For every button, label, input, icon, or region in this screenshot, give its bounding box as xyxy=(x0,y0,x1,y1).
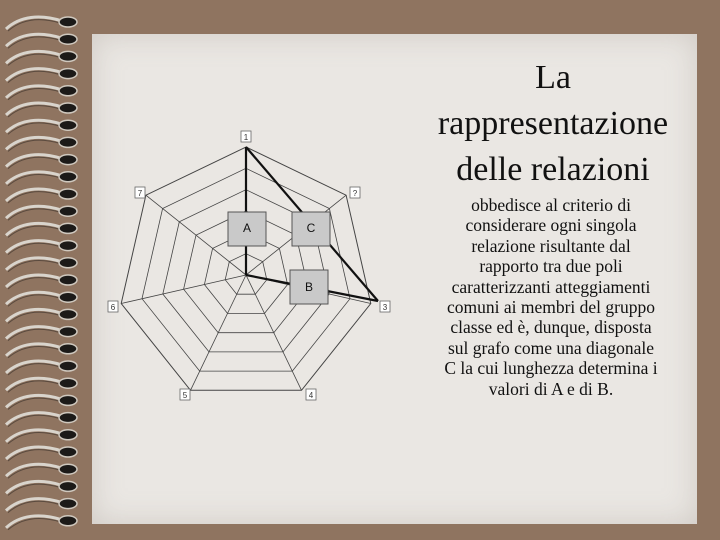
title-line-1: La xyxy=(535,59,571,96)
spiral-hole xyxy=(59,86,77,96)
spiral-hole xyxy=(59,292,77,302)
axis-label-5 xyxy=(180,389,190,400)
spiral-wire xyxy=(6,103,62,115)
axis-label-4-text: 4 xyxy=(308,391,314,400)
spiral-wire xyxy=(6,292,62,304)
spiral-hole xyxy=(59,430,77,440)
spiral-hole xyxy=(59,69,77,79)
spiral-hole xyxy=(59,17,77,27)
axis-label-1-text: 1 xyxy=(243,133,249,142)
body-line: C la cui lunghezza determina i xyxy=(444,358,658,379)
slide-title xyxy=(418,55,688,193)
axis-label-4 xyxy=(306,389,316,400)
body-line: rapporto tra due poli xyxy=(479,256,623,277)
box-c-label: C xyxy=(306,221,316,235)
spiral-wire xyxy=(6,241,62,253)
spiral-hole xyxy=(59,447,77,457)
spiral-wire xyxy=(6,481,62,493)
body-line: relazione risultante dal xyxy=(471,235,631,256)
spiral-hole xyxy=(59,361,77,371)
spiral-wire xyxy=(6,34,62,46)
body-line: considerare ogni singola xyxy=(465,215,637,236)
box-a-label: A xyxy=(242,221,252,235)
spiral-hole xyxy=(59,189,77,199)
spiral-hole xyxy=(59,241,77,251)
axis-label-1 xyxy=(241,131,251,142)
spiral-wire xyxy=(6,327,62,339)
axis-label-6-text: 6 xyxy=(110,303,116,312)
spiral-wire xyxy=(6,120,62,132)
spiral-hole xyxy=(59,51,77,61)
spiral-hole xyxy=(59,120,77,130)
spiral-wire xyxy=(6,413,62,425)
spiral-wire xyxy=(6,206,62,218)
spiral-wire xyxy=(6,464,62,476)
spiral-hole xyxy=(59,309,77,319)
body-line: valori di A e di B. xyxy=(488,378,614,399)
spiral-hole xyxy=(59,464,77,474)
title-line-3: delle relazioni xyxy=(456,151,650,188)
spiral-hole xyxy=(59,34,77,44)
spiral-hole xyxy=(59,275,77,285)
spiral-wire xyxy=(6,344,62,356)
body-line: obbedisce al criterio di xyxy=(471,195,631,215)
body-line: sul grafo come una diagonale xyxy=(447,337,655,358)
axis-label-3 xyxy=(380,301,390,312)
spiral-wire xyxy=(6,223,62,235)
box-c xyxy=(292,212,330,246)
spiral-hole xyxy=(59,516,77,526)
spiral-wire xyxy=(6,69,62,81)
spiral-wire xyxy=(6,275,62,287)
slide-body-text xyxy=(420,195,682,399)
body-line: caratterizzanti atteggiamenti xyxy=(451,276,651,297)
spiral-wire xyxy=(6,258,62,270)
box-a xyxy=(228,212,266,246)
spiral-hole xyxy=(59,378,77,388)
spiral-hole xyxy=(59,258,77,268)
box-b-label: B xyxy=(304,280,314,294)
spiral-hole xyxy=(59,155,77,165)
spiral-hole xyxy=(59,137,77,147)
spiral-wire xyxy=(6,51,62,63)
axis-label-6 xyxy=(108,301,118,312)
spiral-wire xyxy=(6,447,62,459)
axis-label-5-text: 5 xyxy=(182,391,188,400)
axis-label-7-text: 7 xyxy=(137,189,143,198)
web-spoke-6 xyxy=(121,275,246,304)
box-b xyxy=(290,270,328,304)
spiral-hole xyxy=(59,327,77,337)
spiral-wire xyxy=(6,378,62,390)
spiral-wire xyxy=(6,86,62,98)
spiral-wire xyxy=(6,189,62,201)
spiral-hole xyxy=(59,395,77,405)
axis-label-3-text: 3 xyxy=(382,303,388,312)
spiral-hole xyxy=(59,344,77,354)
spiral-hole xyxy=(59,413,77,423)
spiral-wire xyxy=(6,309,62,321)
body-line: classe ed è, dunque, disposta xyxy=(450,317,652,338)
axis-label-2 xyxy=(350,187,360,198)
spiral-wire xyxy=(6,172,62,184)
spiral-wire xyxy=(6,430,62,442)
spiral-binding xyxy=(0,0,95,540)
spiral-hole xyxy=(59,206,77,216)
spiral-wire xyxy=(6,155,62,167)
spiral-wire xyxy=(6,499,62,511)
axis-label-7 xyxy=(135,187,145,198)
spiral-hole xyxy=(59,172,77,182)
spiral-wire xyxy=(6,17,62,29)
spiral-hole xyxy=(59,103,77,113)
title-line-2: rappresentazione xyxy=(437,105,669,142)
spiral-hole xyxy=(59,481,77,491)
spiral-wire xyxy=(6,137,62,149)
spiral-hole xyxy=(59,499,77,509)
spiral-hole xyxy=(59,223,77,233)
body-line: comuni ai membri del gruppo xyxy=(446,297,655,318)
spiral-wire xyxy=(6,395,62,407)
axis-label-2-text: ? xyxy=(352,189,358,198)
spiral-wire xyxy=(6,361,62,373)
spiral-wire xyxy=(6,516,62,528)
heptagon-radar-diagram xyxy=(100,125,410,415)
